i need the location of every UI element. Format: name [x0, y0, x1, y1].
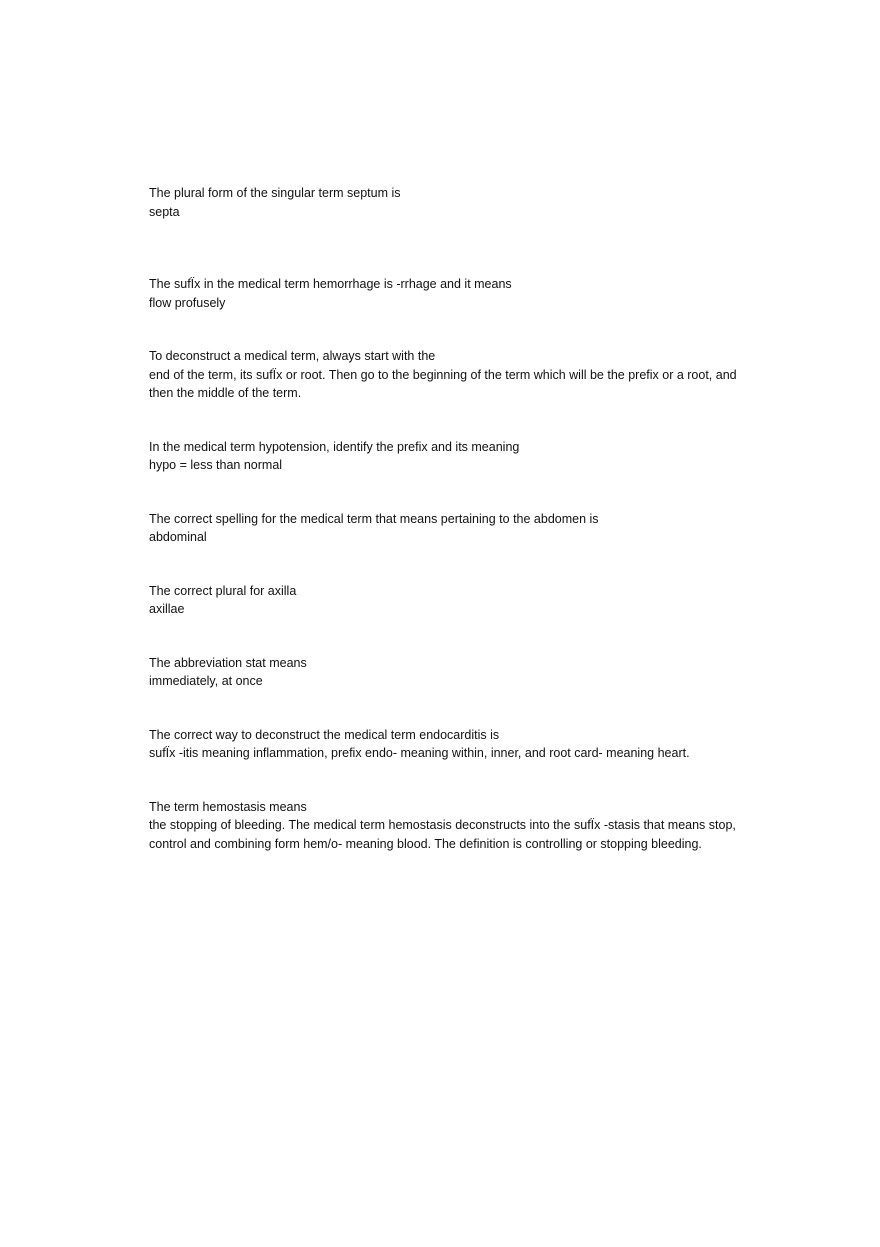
question-text: The plural form of the singular term septum is — [149, 186, 401, 200]
question-text: The abbreviation stat means — [149, 655, 307, 670]
answer-text: the stopping of bleeding. The medical term hemostasis deconstructs into the sufÏx -stasis that means stop, control and combining form hem/o- meaning blood. The definition is controlling or stopping bleeding. — [149, 818, 736, 851]
flashcard-list — [149, 184, 739, 853]
question-text: To deconstruct a medical term, always start with the — [149, 349, 436, 363]
question-text: In the medical term hypotension, identify the prefix and its meaning — [149, 439, 520, 454]
question-text: The correct plural for axilla — [149, 583, 297, 598]
qa-item-deconstruct — [149, 347, 739, 403]
qa-item-hypotension — [149, 438, 739, 475]
answer-text: end of the term, its sufÏx or root. Then go to the beginning of the term which will be the prefix or a root, and then the middle of the term. — [149, 367, 737, 400]
answer-text: immediately, at once — [149, 674, 263, 688]
qa-item-axilla — [149, 582, 739, 619]
qa-item-hemostasis — [149, 798, 739, 854]
qa-item-endocarditis — [149, 726, 739, 763]
qa-item-septum — [149, 184, 739, 221]
answer-text: sufÏx -itis meaning inflammation, prefix endo- meaning within, inner, and root card- meaning heart. — [149, 746, 690, 760]
answer-text: hypo = less than normal — [149, 458, 283, 472]
question-text: The sufÏx in the medical term hemorrhage is -rrhage and it means — [149, 277, 512, 291]
qa-item-hemorrhage — [149, 275, 739, 312]
qa-item-abdominal — [149, 510, 739, 547]
question-text: The correct spelling for the medical term that means pertaining to the abdomen is — [149, 511, 599, 526]
answer-text: axillae — [149, 602, 185, 616]
answer-text: flow profusely — [149, 295, 226, 310]
qa-item-stat — [149, 654, 739, 691]
question-text: The term hemostasis means — [149, 799, 307, 814]
answer-text: abdominal — [149, 530, 207, 544]
question-text: The correct way to deconstruct the medical term endocarditis is — [149, 727, 500, 742]
answer-text: septa — [149, 204, 180, 219]
